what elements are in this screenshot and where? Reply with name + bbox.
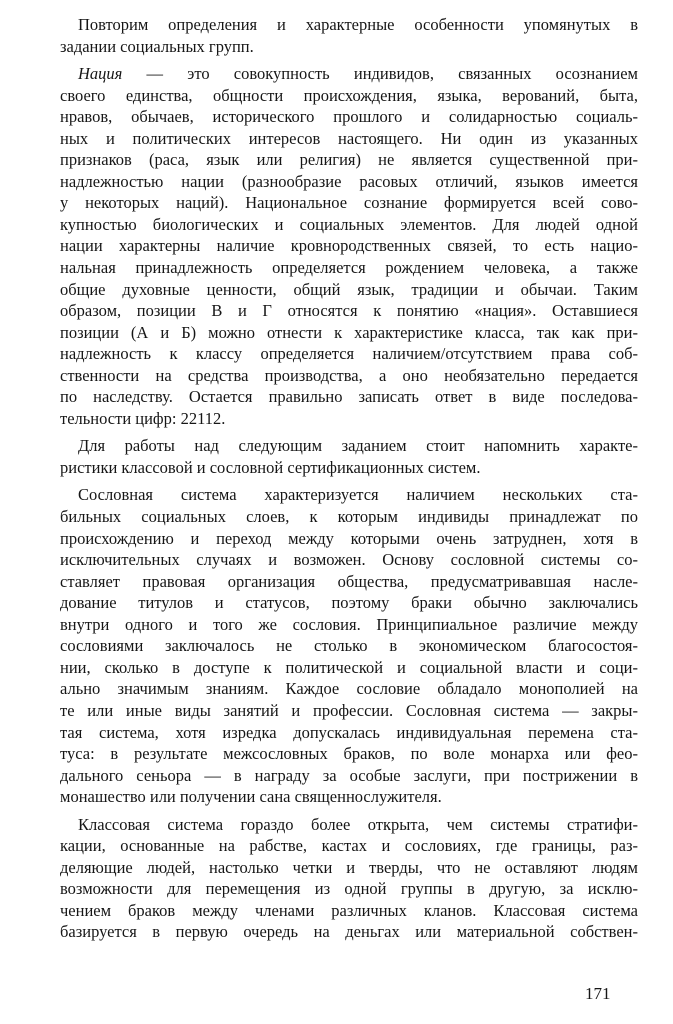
text-line: исключительных случаях и возможен. Основу сословной системы со- xyxy=(60,550,638,570)
text-line: тая система, хотя изредка допускалась индивидуальная перемена ста- xyxy=(60,722,638,742)
text-line: Повторим определения и характерные особенности упомянутых в xyxy=(78,15,638,34)
text-line: ных и политических интересов настоящего. Ни один из указанных xyxy=(60,128,638,148)
text-line: сословиями заключалось не столько в экономическом благосостоя- xyxy=(60,636,638,656)
text-line: надлежностью нации (разнообразие расовых отличий, языков имеется xyxy=(60,171,638,191)
paragraph-3 xyxy=(60,435,638,478)
text-line: дование титулов и статусов, поэтому браки обычно заключались xyxy=(60,593,638,613)
text-line: купностью биологических и социальных элементов. Для людей одной xyxy=(60,214,638,234)
text-line: монашество или получении сана священнослужителя. xyxy=(60,787,442,807)
text-line: Для работы над следующим заданием стоит напомнить характе- xyxy=(78,436,638,456)
paragraph-1 xyxy=(60,14,638,57)
text-line: дального сеньора — в награду за особые заслуги, при пострижении в xyxy=(60,765,638,785)
text-line: происхождению и переход между которыми очень затруднен, хотя в xyxy=(60,528,638,548)
text-line: возможности для перемещения из одной группы в другую, за исклю- xyxy=(60,879,638,899)
text-line: те или иные виды занятий и профессии. Сословная система — закры- xyxy=(60,700,638,720)
text-line: у некоторых наций). Национальное сознание формируется всей сово- xyxy=(60,193,638,213)
text-line: нации характерны наличие кровнородственных связей, то есть нацио- xyxy=(60,236,638,256)
paragraph-4 xyxy=(60,484,638,807)
text-line: общие духовные ценности, общий язык, традиции и обычаи. Таким xyxy=(60,279,638,299)
text-line: своего единства, общности происхождения, языка, верований, быта, xyxy=(60,85,638,105)
text-line: чением браков между членами различных кланов. Классовая система xyxy=(60,900,638,920)
text-line: кации, основанные на рабстве, кастах и сословиях, где границы, раз- xyxy=(60,836,638,856)
text-line: по наследству. Остается правильно записать ответ в виде последова- xyxy=(60,387,638,407)
page-text xyxy=(60,14,638,943)
text-line: бильных социальных слоев, к которым индивиды принадлежат по xyxy=(60,507,638,527)
text-line: Классовая система гораздо более открыта, чем системы стратифи- xyxy=(78,814,638,834)
text-line: ственности на средства производства, а оно необязательно передается xyxy=(60,365,638,385)
paragraph-5 xyxy=(60,814,638,943)
text-line: позиции (А и Б) можно отнести к характеристике класса, так как при- xyxy=(60,322,638,342)
text-line: ристики классовой и сословной сертификационных систем. xyxy=(60,457,481,477)
text-line: внутри одного и того же сословия. Принципиальное различие между xyxy=(60,614,638,634)
text-line: задании социальных групп. xyxy=(60,36,254,56)
text-line: туса: в результате межсословных браков, по воле монарха или фео- xyxy=(60,744,638,764)
text-line: тельности цифр: 22112. xyxy=(60,408,226,428)
text-line: нальная принадлежность определяется рождением человека, а также xyxy=(60,258,638,278)
paragraph-2 xyxy=(60,63,638,429)
text-line: надлежность к классу определяется наличием/отсутствием права соб- xyxy=(60,344,638,364)
text-line: нравов, обычаев, исторического прошлого и солидарностью социаль- xyxy=(60,107,638,127)
text-line: образом, позиции В и Г относятся к понятию «нация». Оставшиеся xyxy=(60,301,638,321)
text-line: Сословная система характеризуется наличием нескольких ста- xyxy=(78,485,638,505)
page-number: 171 xyxy=(585,984,611,1003)
text-fragment: — это совокупность индивидов, связанных осознанием xyxy=(122,64,638,84)
text-line: признаков (раса, язык или религия) не является существенной при- xyxy=(60,150,638,170)
text-line: базируется в первую очередь на деньгах или материальной собствен- xyxy=(60,922,638,942)
italic-term: Нация xyxy=(78,64,123,84)
text-line: нии, сколько в доступе к политической и социальной власти и соци- xyxy=(60,657,638,677)
text-line: деляющие людей, настолько четки и тверды, что не оставляют людям xyxy=(60,857,638,877)
text-line xyxy=(60,63,638,85)
text-line: ставляет правовая организация общества, предусматривавшая насле- xyxy=(60,571,638,591)
text-line: ально значимым знаниям. Каждое сословие обладало монополией на xyxy=(60,679,638,699)
